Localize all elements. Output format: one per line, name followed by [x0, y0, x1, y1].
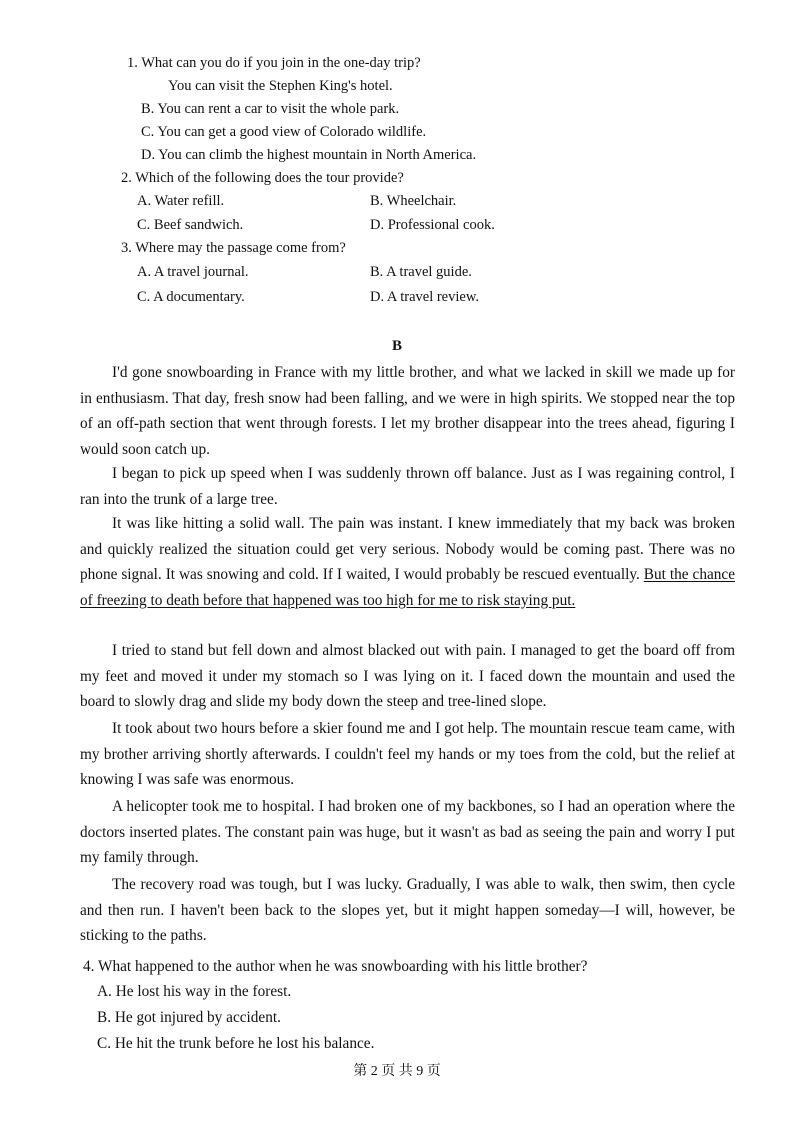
- passage-paragraph-4: I tried to stand but fell down and almost blacked out with pain. I managed to get the board off from my feet and moved it under my stomach so I was lying on it. I faced down the mountain and used the board to slowly drag and slide my body down the steep and tree-lined slope.: [80, 642, 735, 710]
- question-3-option-c: C. A documentary.: [137, 289, 245, 305]
- question-2-stem: 2. Which of the following does the tour provide?: [121, 170, 404, 186]
- question-3-option-b: B. A travel guide.: [370, 264, 472, 280]
- passage-paragraph-5: It took about two hours before a skier found me and I got help. The mountain rescue team came, with my brother arriving shortly afterwards. I couldn't feel my hands or my toes from the cold, but the relief at knowing I was safe was enormous.: [80, 720, 735, 788]
- question-1-option-d: D. You can climb the highest mountain in North America.: [141, 147, 477, 163]
- underlined-sentence: But the chance of freezing to death before that happened was too high for me to risk staying put.: [80, 566, 735, 609]
- question-2-option-d: D. Professional cook.: [370, 217, 495, 233]
- paragraph-3-text: It was like hitting a solid wall. The pain was instant. I knew immediately that my back was broken and quickly realized the situation could get very serious. Nobody would be coming past. There was no phone signal. It was snowing and cold. If I waited, I would probably be rescued eventually.: [80, 515, 735, 583]
- question-2-option-a: A. Water refill.: [137, 193, 225, 209]
- question-2-option-c: C. Beef sandwich.: [137, 217, 244, 233]
- passage-paragraph-2: I began to pick up speed when I was suddenly thrown off balance. Just as I was regaining control, I ran into the trunk of a large tree.: [80, 465, 735, 508]
- question-3-option-d: D. A travel review.: [370, 289, 479, 305]
- question-3-option-a: A. A travel journal.: [137, 264, 249, 280]
- passage-paragraph-7: The recovery road was tough, but I was lucky. Gradually, I was able to walk, then swim, then cycle and then run. I haven't been back to the slopes yet, but it might happen someday—I will, however, be sticking to the paths.: [80, 876, 735, 944]
- question-4-option-c: C. He hit the trunk before he lost his balance.: [97, 1035, 375, 1052]
- section-label: B: [391, 338, 402, 354]
- passage-paragraph-6: A helicopter took me to hospital. I had broken one of my backbones, so I had an operation where the doctors inserted plates. The constant pain was huge, but it wasn't as bad as seeing the pain and worry I put my family through.: [80, 798, 735, 866]
- question-4-option-a: A. He lost his way in the forest.: [97, 983, 292, 1000]
- passage-paragraph-1: I'd gone snowboarding in France with my little brother, and what we lacked in skill we made up for in enthusiasm. That day, fresh snow had been falling, and we were in high spirits. We stopped near the top of an off-path section that went through forests. I let my brother disappear into the trees ahead, figuring I would soon catch up.: [80, 364, 735, 458]
- page-number: 第 2 页 共 9 页: [353, 1064, 441, 1079]
- question-2-option-b: B. Wheelchair.: [370, 193, 457, 209]
- question-4-option-b: B. He got injured by accident.: [97, 1009, 281, 1026]
- question-3-stem: 3. Where may the passage come from?: [121, 240, 346, 256]
- question-1-option-a: You can visit the Stephen King's hotel.: [168, 78, 393, 94]
- question-1-option-b: B. You can rent a car to visit the whole park.: [141, 101, 400, 117]
- question-1-stem: 1. What can you do if you join in the one-day trip?: [127, 55, 421, 71]
- passage-paragraph-3: [80, 511, 735, 613]
- question-1-option-c: C. You can get a good view of Colorado wildlife.: [141, 124, 427, 140]
- question-4-stem: 4. What happened to the author when he was snowboarding with his little brother?: [83, 958, 588, 975]
